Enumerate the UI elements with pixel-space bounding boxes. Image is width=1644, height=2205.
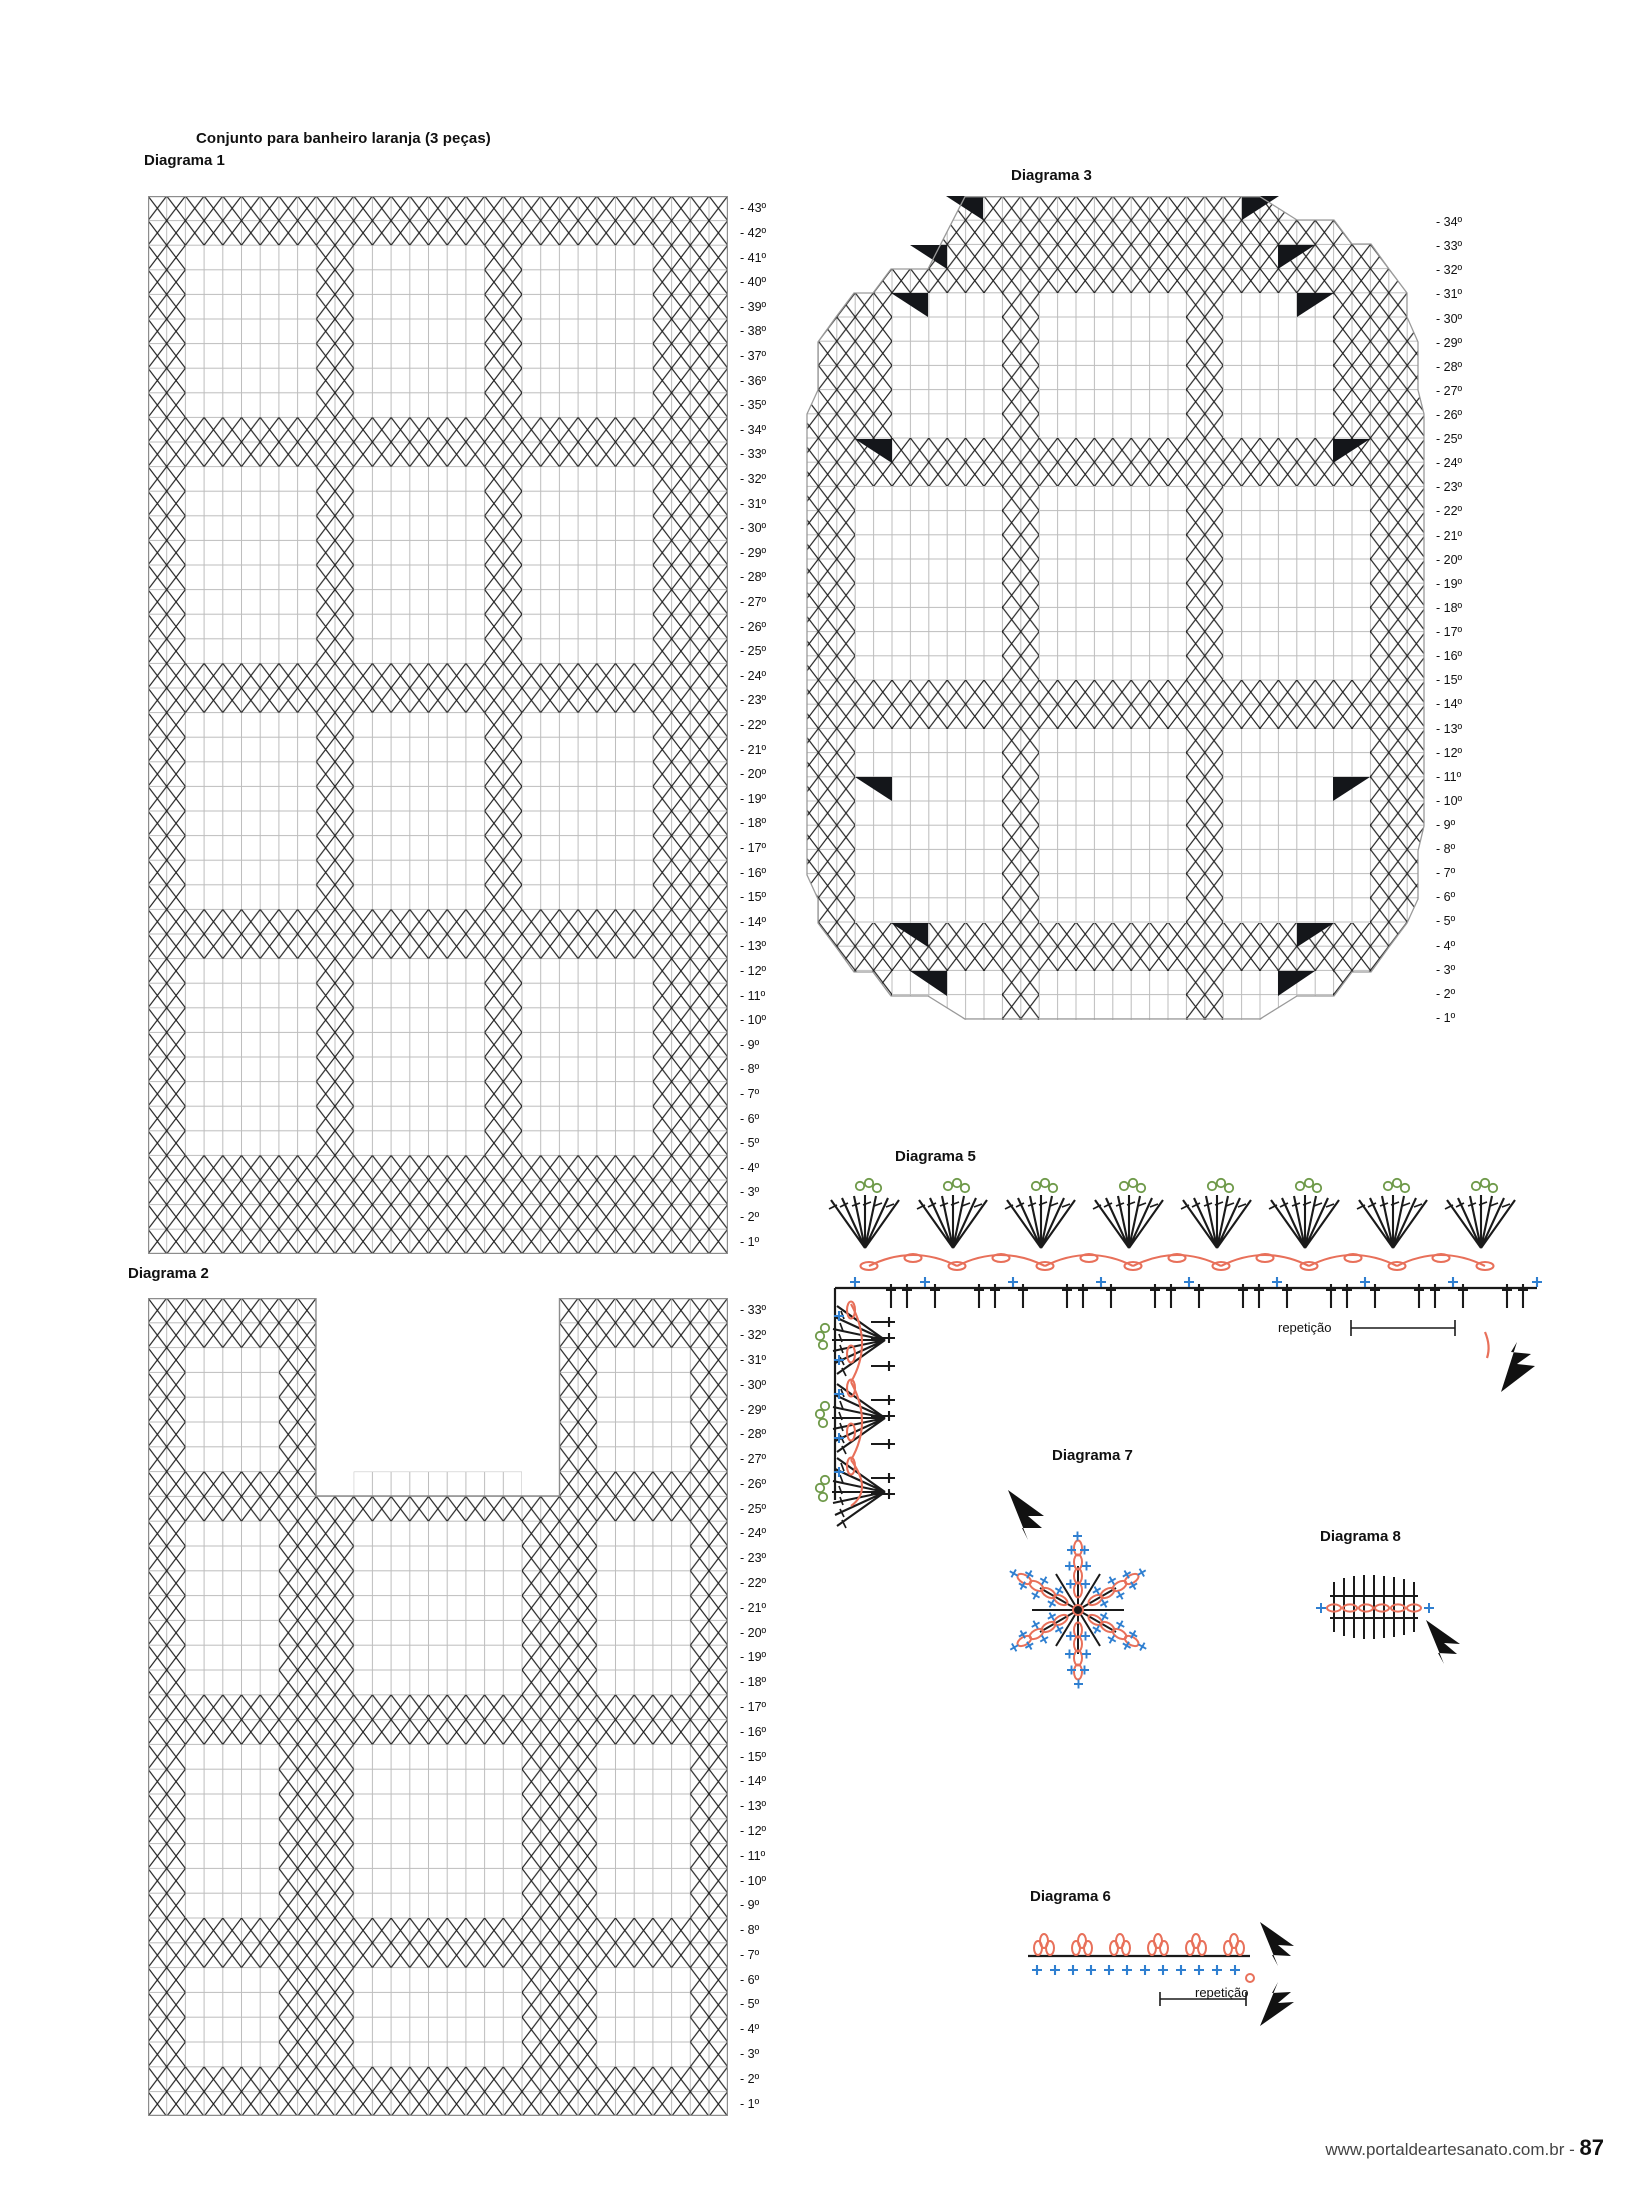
row-number: - 14º (740, 1774, 767, 1789)
row-number: - 16º (740, 1724, 767, 1739)
row-number: - 8º (740, 1922, 760, 1937)
row-number: - 4º (740, 1160, 760, 1175)
row-number: - 29º (740, 1402, 767, 1417)
row-number: - 13º (1436, 721, 1463, 736)
row-number: - 42º (740, 225, 767, 240)
diagram-6-chart (1010, 1908, 1380, 2048)
row-number: - 3º (1436, 962, 1456, 977)
row-number: - 31º (740, 496, 767, 511)
row-number: - 31º (1436, 287, 1463, 302)
row-number: - 5º (740, 1997, 760, 2012)
row-number: - 29º (1436, 335, 1463, 350)
row-number: - 23º (740, 1551, 767, 1566)
diagram-5-repeat-label: repetição (1278, 1320, 1332, 1335)
row-number: - 23º (1436, 480, 1463, 495)
row-number: - 11º (740, 1848, 766, 1863)
diagram-3-label: Diagrama 3 (1011, 167, 1092, 184)
row-number: - 19º (1436, 576, 1463, 591)
page-title: Conjunto para banheiro laranja (3 peças) (196, 130, 491, 147)
row-number: - 22º (740, 717, 767, 732)
row-number: - 17º (740, 1699, 767, 1714)
row-number: - 27º (740, 594, 767, 609)
diagram-7-label: Diagrama 7 (1052, 1447, 1133, 1464)
row-number: - 12º (740, 1823, 767, 1838)
row-number: - 8º (1436, 841, 1456, 856)
row-number: - 16º (740, 865, 767, 880)
row-number: - 35º (740, 397, 767, 412)
row-number: - 32º (1436, 263, 1463, 278)
row-number: - 10º (740, 1013, 767, 1027)
row-number: - 33º (1436, 238, 1463, 253)
row-number: - 27º (1436, 383, 1463, 398)
row-number: - 7º (740, 1947, 760, 1962)
row-number: - 2º (740, 2071, 760, 2086)
row-number: - 24º (740, 1526, 767, 1541)
row-number: - 33º (740, 1303, 767, 1318)
row-number: - 30º (1436, 311, 1463, 326)
row-number: - 18º (740, 1674, 767, 1689)
row-number: - 6º (740, 1972, 760, 1987)
row-number: - 29º (740, 545, 767, 560)
row-number: - 23º (740, 693, 767, 708)
row-number: - 33º (740, 447, 767, 462)
row-number: - 12º (740, 963, 767, 978)
row-number: - 31º (740, 1352, 767, 1367)
row-number: - 9º (1436, 817, 1456, 832)
diagram-8-chart (1300, 1558, 1470, 1678)
row-number: - 20º (1436, 552, 1463, 567)
row-number: - 11º (1436, 769, 1462, 784)
row-number: - 40º (740, 274, 767, 289)
footer-url: www.portaldeartesanato.com.br - (1325, 2140, 1575, 2159)
row-number: - 41º (740, 250, 767, 265)
row-number: - 25º (740, 643, 767, 658)
row-number: - 21º (740, 1600, 767, 1615)
row-number: - 21º (1436, 528, 1463, 543)
row-number: - 27º (740, 1451, 767, 1466)
row-number: - 15º (1436, 673, 1463, 688)
row-number: - 24º (740, 668, 767, 683)
row-number: - 28º (740, 1427, 767, 1442)
row-number: - 10º (740, 1873, 767, 1888)
diagram-6-repeat-label: repetição (1195, 1985, 1249, 2000)
row-number: - 34º (740, 422, 767, 437)
row-number: - 26º (740, 1476, 767, 1491)
row-number: - 4º (740, 2021, 760, 2036)
row-number: - 14º (740, 914, 767, 929)
row-number: - 1º (740, 1234, 760, 1249)
row-number: - 32º (740, 471, 767, 486)
diagram-3-chart (800, 196, 1425, 1044)
row-number: - 26º (1436, 407, 1463, 422)
footer-page-number: 87 (1579, 2135, 1604, 2160)
row-number: - 30º (740, 1377, 767, 1392)
row-number: - 9º (740, 1037, 760, 1052)
row-number: - 1º (740, 2096, 760, 2111)
row-number: - 20º (740, 1625, 767, 1640)
row-number: - 15º (740, 1749, 767, 1764)
row-number: - 25º (740, 1501, 767, 1516)
row-number: - 36º (740, 373, 767, 388)
row-number: - 10º (1436, 793, 1463, 808)
diagram-2-label: Diagrama 2 (128, 1265, 209, 1282)
row-number: - 37º (740, 348, 767, 363)
row-number: - 20º (740, 766, 767, 781)
row-number: - 7º (1436, 865, 1456, 880)
row-number: - 22º (740, 1575, 767, 1590)
footer (1325, 2135, 1604, 2161)
row-number: - 28º (740, 570, 767, 585)
row-number: - 19º (740, 791, 767, 806)
row-number: - 2º (1436, 986, 1456, 1001)
diagram-8-label: Diagrama 8 (1320, 1528, 1401, 1545)
diagram-5-label: Diagrama 5 (895, 1148, 976, 1165)
row-number: - 13º (740, 1798, 767, 1813)
row-number: - 24º (1436, 455, 1463, 470)
row-number: - 2º (740, 1209, 760, 1224)
row-number: - 34º (1436, 214, 1463, 229)
row-number: - 18º (740, 816, 767, 831)
row-number: - 38º (740, 324, 767, 339)
row-number: - 1º (1436, 1010, 1456, 1025)
row-number: - 32º (740, 1327, 767, 1342)
row-number: - 30º (740, 520, 767, 535)
row-number: - 5º (1436, 914, 1456, 929)
row-number: - 9º (740, 1898, 760, 1913)
diagram-6-label: Diagrama 6 (1030, 1888, 1111, 1905)
row-number: - 8º (740, 1062, 760, 1077)
row-number: - 15º (740, 889, 767, 904)
row-number: - 6º (1436, 890, 1456, 905)
row-number: - 19º (740, 1650, 767, 1665)
row-number: - 16º (1436, 648, 1463, 663)
row-number: - 6º (740, 1111, 760, 1126)
row-number: - 17º (1436, 624, 1463, 639)
row-number: - 12º (1436, 745, 1463, 760)
row-number: - 18º (1436, 600, 1463, 615)
row-number: - 13º (740, 939, 767, 954)
row-number: - 5º (740, 1136, 760, 1151)
diagram-7-chart (948, 1470, 1208, 1750)
row-number: - 21º (740, 742, 767, 757)
row-number: - 28º (1436, 359, 1463, 374)
row-number: - 43º (740, 201, 767, 216)
row-number: - 17º (740, 840, 767, 855)
diagram-1-label: Diagrama 1 (144, 152, 225, 169)
row-number: - 14º (1436, 697, 1463, 712)
row-number: - 3º (740, 1185, 760, 1200)
row-number: - 25º (1436, 431, 1463, 446)
diagram-2-chart (148, 1298, 728, 2116)
row-number: - 39º (740, 299, 767, 314)
row-number: - 7º (740, 1086, 760, 1101)
row-number: - 4º (1436, 938, 1456, 953)
row-number: - 11º (740, 988, 766, 1003)
row-number: - 26º (740, 619, 767, 634)
diagram-1-chart (148, 196, 728, 1254)
row-number: - 22º (1436, 504, 1463, 519)
row-number: - 3º (740, 2046, 760, 2061)
